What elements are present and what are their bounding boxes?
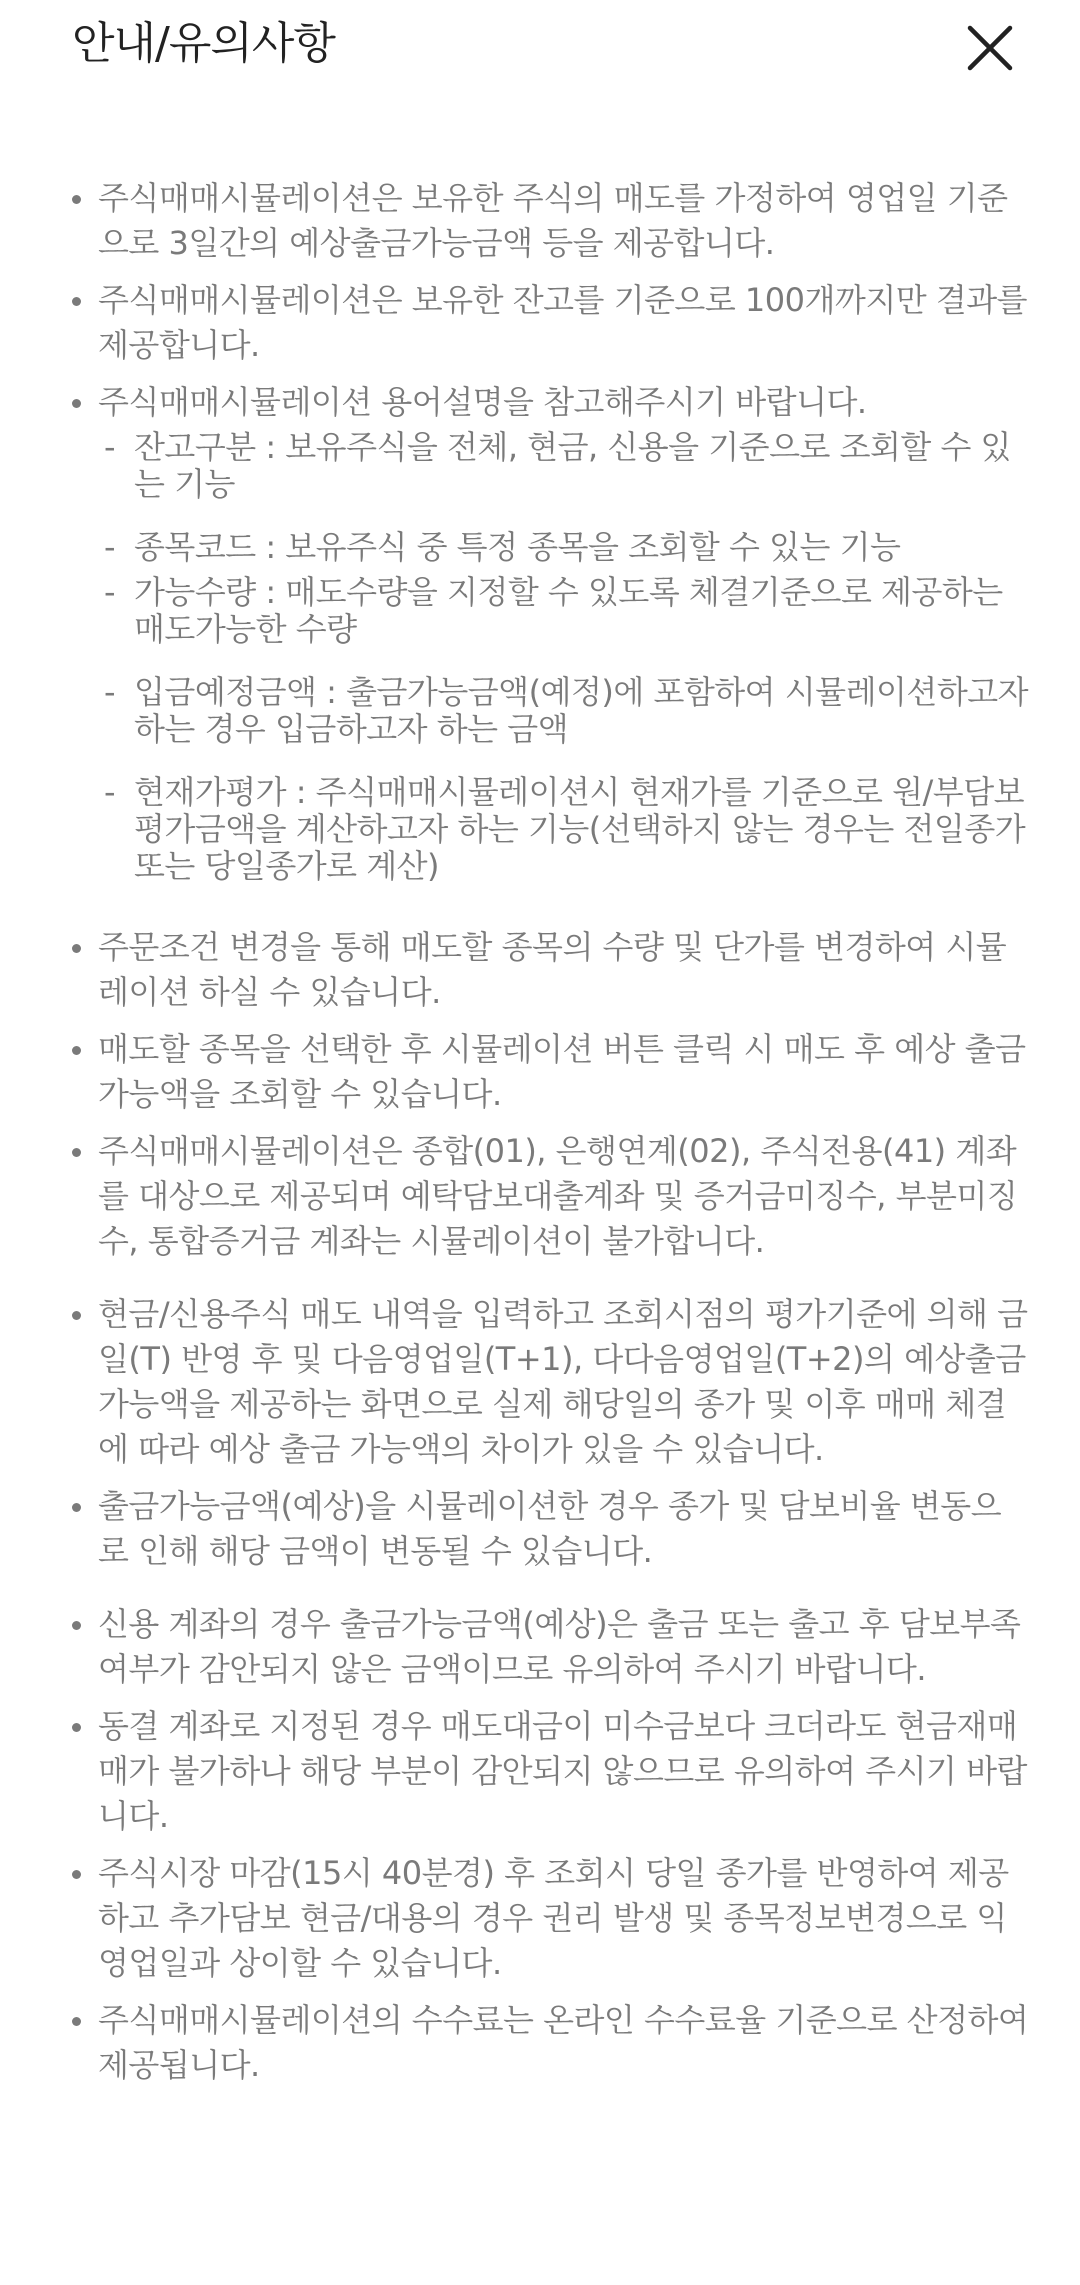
notice-item: 주식매매시뮬레이션은 보유한 잔고를 기준으로 100개까지만 결과를 제공합니다. — [70, 278, 1030, 368]
page-title: 안내/유의사항 — [72, 18, 335, 69]
notice-item: 주식시장 마감(15시 40분경) 후 조회시 당일 종가를 반영하여 제공하고 추가담보 현금/대용의 경우 권리 발생 및 종목정보변경으로 익영업일과 상이할 수 있습니다. — [70, 1851, 1030, 1986]
notice-item: 매도할 종목을 선택한 후 시뮬레이션 버튼 클릭 시 매도 후 예상 출금가능액을 조회할 수 있습니다. — [70, 1027, 1030, 1117]
term-item: - 가능수량 : 매도수량을 지정할 수 있도록 체결기준으로 제공하는 매도가능한 수량 — [70, 574, 1030, 648]
notice-item: 주문조건 변경을 통해 매도할 종목의 수량 및 단가를 변경하여 시뮬레이션 하실 수 있습니다. — [70, 925, 1030, 1015]
notice-item: 주식매매시뮬레이션은 보유한 주식의 매도를 가정하여 영업일 기준으로 3일간의 예상출금가능금액 등을 제공합니다. — [70, 176, 1030, 266]
notice-item: 출금가능금액(예상)을 시뮬레이션한 경우 종가 및 담보비율 변동으로 인해 해당 금액이 변동될 수 있습니다. — [70, 1484, 1030, 1574]
close-button[interactable] — [960, 18, 1020, 78]
notice-item: 신용 계좌의 경우 출금가능금액(예상)은 출금 또는 출고 후 담보부족여부가 감안되지 않은 금액이므로 유의하여 주시기 바랍니다. — [70, 1602, 1030, 1692]
notice-item: 동결 계좌로 지정된 경우 매도대금이 미수금보다 크더라도 현금재매매가 불가하나 해당 부분이 감안되지 않으므로 유의하여 주시기 바랍니다. — [70, 1704, 1030, 1839]
term-item: - 종목코드 : 보유주식 중 특정 종목을 조회할 수 있는 기능 — [70, 529, 1030, 566]
notice-item: 주식매매시뮬레이션 용어설명을 참고해주시기 바랍니다. — [70, 380, 1030, 425]
notice-item: 주식매매시뮬레이션은 종합(01), 은행연계(02), 주식전용(41) 계좌를 대상으로 제공되며 예탁담보대출계좌 및 증거금미징수, 부분미징수, 통합증거금 계좌는 시뮬레이션이 불가합니다. — [70, 1129, 1030, 1264]
term-item: - 현재가평가 : 주식매매시뮬레이션시 현재가를 기준으로 원/부담보 평가금액을 계산하고자 하는 기능(선택하지 않는 경우는 전일종가 또는 당일종가로 계산) — [70, 774, 1030, 885]
notice-list — [70, 176, 1030, 2100]
close-icon — [960, 18, 1020, 78]
terms-list — [70, 429, 1030, 885]
term-item: - 잔고구분 : 보유주식을 전체, 현금, 신용을 기준으로 조회할 수 있는 기능 — [70, 429, 1030, 503]
term-item: - 입금예정금액 : 출금가능금액(예정)에 포함하여 시뮬레이션하고자 하는 경우 입금하고자 하는 금액 — [70, 674, 1030, 748]
notice-item: 현금/신용주식 매도 내역을 입력하고 조회시점의 평가기준에 의해 금일(T) 반영 후 및 다음영업일(T+1), 다다음영업일(T+2)의 예상출금가능액을 제공하는 화면으로 실제 해당일의 종가 및 이후 매매 체결에 따라 예상 출금 가능액의 차이가 있을 수 있습니다. — [70, 1292, 1030, 1472]
notice-item: 주식매매시뮬레이션의 수수료는 온라인 수수료율 기준으로 산정하여 제공됩니다. — [70, 1998, 1030, 2088]
header — [0, 0, 1080, 120]
